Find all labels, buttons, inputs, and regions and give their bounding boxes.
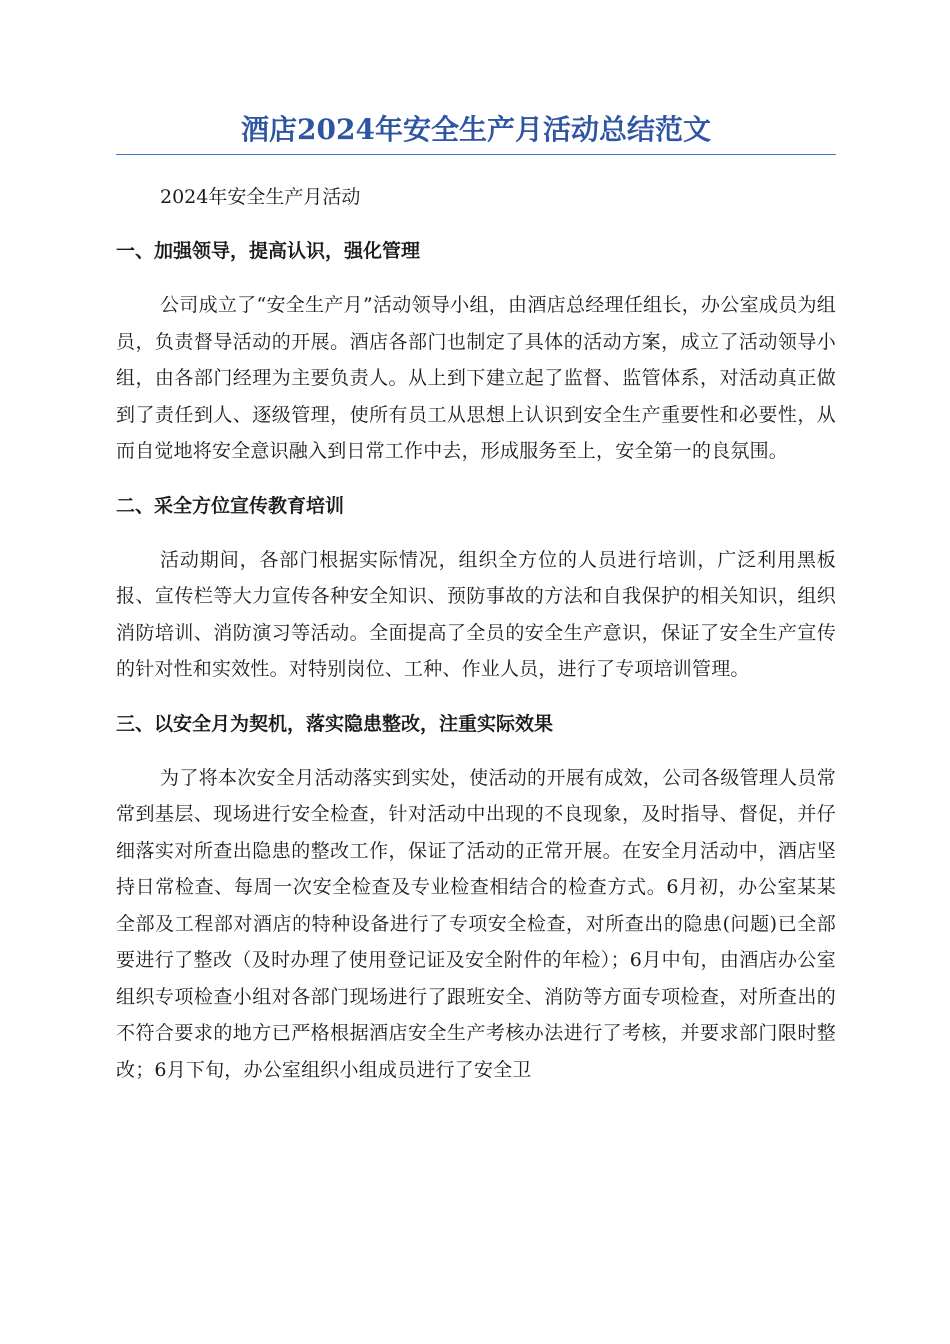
section-heading-3: 三、以安全月为契机，落实隐患整改，注重实际效果 xyxy=(116,712,554,735)
section-body-1: 公司成立了“安全生产月”活动领导小组，由酒店总经理任组长，办公室成员为组员，负责督导活动的开展。酒店各部门也制定了具体的活动方案，成立了活动领导小组，由各部门经理为主要负责人。从上到下建立起了监督、监管体系，对活动真正做到了责任到人、逐级管理，使所有员工从思想上认识到安全生产重要性和必要性，从而自觉地将安全意识融入到日常工作中去，形成服务至上，安全第一的良氛围。 xyxy=(116,294,836,462)
section-heading-1: 一、加强领导，提高认识，强化管理 xyxy=(116,240,421,262)
section-body-3: 为了将本次安全月活动落实到实处，使活动的开展有成效，公司各级管理人员常常到基层、现场进行安全检查，针对活动中出现的不良现象，及时指导、督促，并仔细落实对所查出隐患的整改工作，保证了活动的正常开展。在安全月活动中，酒店坚持日常检查、每周一次安全检查及专业检查相结合的检查方式。6月初，办公室某某全部及工程部对酒店的特种设备进行了专项安全检查，对所查出的隐患(问题)已全部要进行了整改（及时办理了使用登记证及安全附件的年检）；6月中旬，由酒店办公室组织专项检查小组对各部门现场进行了跟班安全、消防等方面专项检查，对所查出的不符合要求的地方已严格根据酒店安全生产考核办法进行了考核，并要求部门限时整改；6月下旬，办公室组织小组成员进行了安全卫 xyxy=(116,766,836,1081)
document-page xyxy=(116,108,836,1088)
section-heading-2: 二、采全方位宣传教育培训 xyxy=(116,494,345,517)
document-title: 酒店2024年安全生产月活动总结范文 xyxy=(116,108,836,155)
document-subtitle: 2024年安全生产月活动 xyxy=(160,186,361,208)
section-body-2: 活动期间，各部门根据实际情况，组织全方位的人员进行培训，广泛利用黑板报、宣传栏等大力宣传各种安全知识、预防事故的方法和自我保护的相关知识，组织消防培训、消防演习等活动。全面提高了全员的安全生产意识，保证了安全生产宣传的针对性和实效性。对特别岗位、工种、作业人员，进行了专项培训管理。 xyxy=(116,548,836,680)
